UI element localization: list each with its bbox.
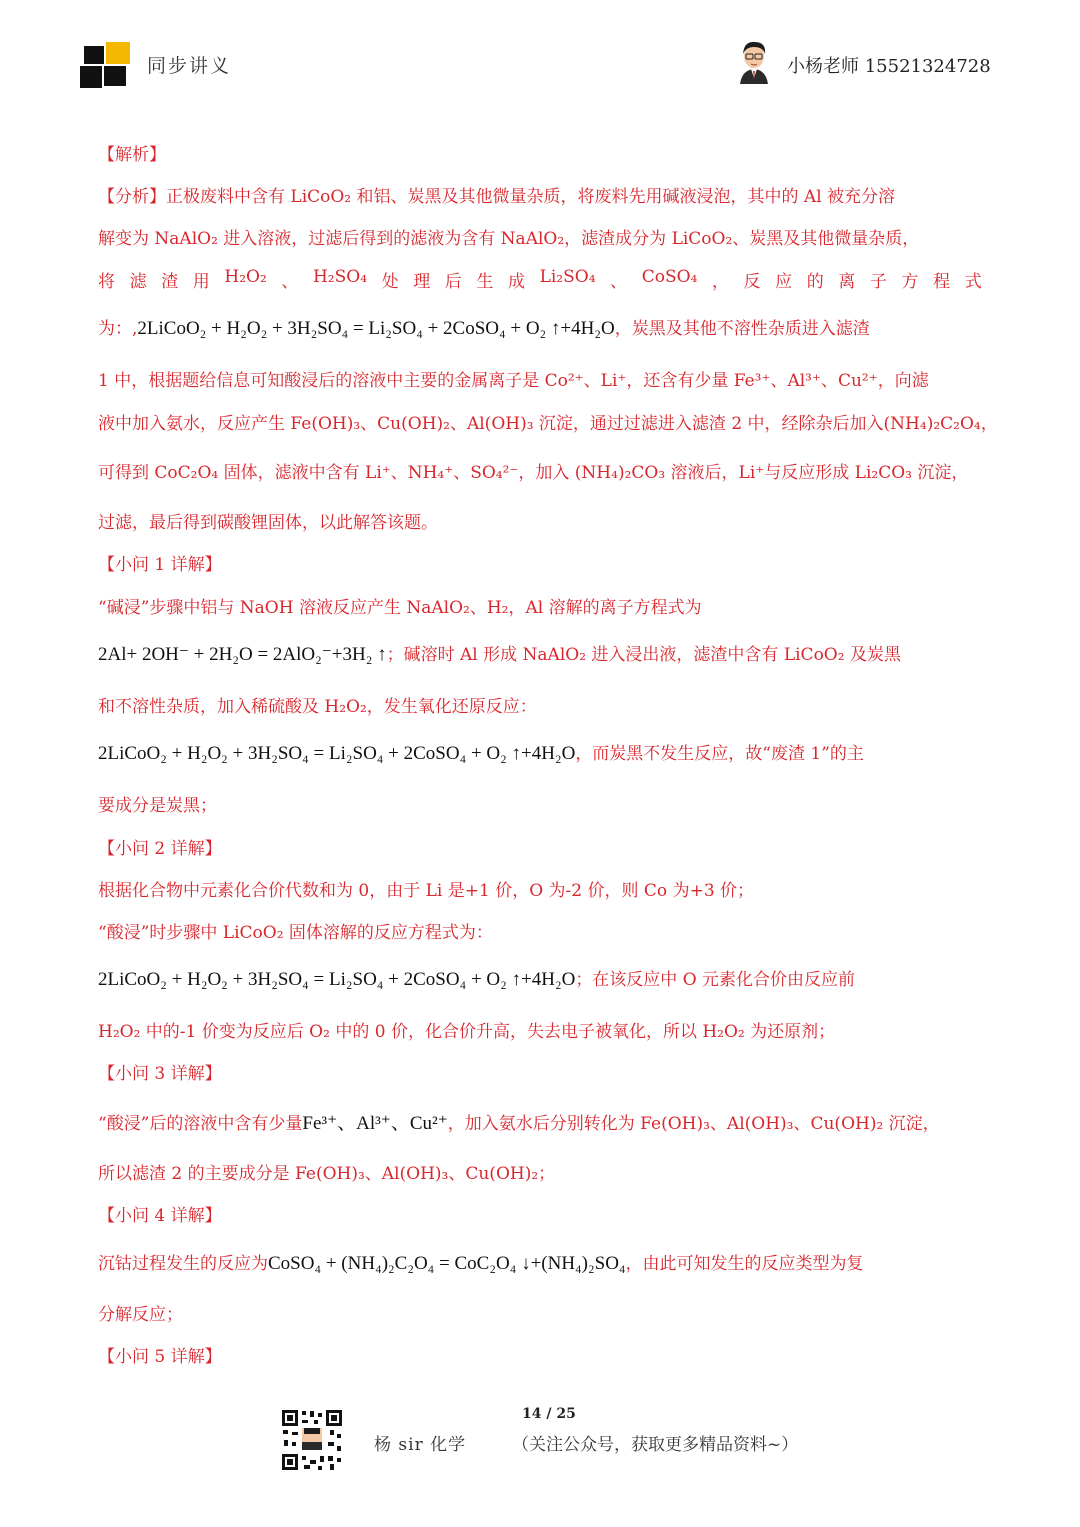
analysis-line-1: 【分析】正极废料中含有 LiCoO₂ 和铝、炭黑及其他微量杂质，将废料先用碱液浸泡，其中的 Al 被充分溶 <box>98 187 896 207</box>
q1-line-4: 2LiCoO₂ + H₂O₂ + 3H₂SO₄ = Li₂SO₄ + 2CoSO₄ + O₂ ↑+4H₂O，而炭黑不发生反应，故“废渣 1”的主 <box>98 743 864 764</box>
qr-code-icon <box>280 1408 344 1472</box>
ion-list: Fe³⁺、Al³⁺、Cu²⁺ <box>302 1113 448 1134</box>
analysis-line-2: 解变为 NaAlO₂ 进入溶液，过滤后得到的滤液为含有 NaAlO₂，滤渣成分为 LiCoO₂、炭黑及其他微量杂质， <box>98 229 920 249</box>
q2-line-3: 2LiCoO₂ + H₂O₂ + 3H₂SO₄ = Li₂SO₄ + 2CoSO₄ + O₂ ↑+4H₂O；在该反应中 O 元素化合价由反应前 <box>98 969 856 990</box>
analysis-line-3: 将 滤 渣 用 H₂O₂ 、 H₂SO₄ 处 理 后 生 成 Li₂SO₄ 、 CoSO₄ ， 反 应 的 离 子 方 程 式 <box>98 267 982 292</box>
page-footer <box>0 1400 1080 1500</box>
brand-name: 杨 sir 化学 <box>374 1435 467 1455</box>
q5-heading: 【小问 5 详解】 <box>98 1347 222 1367</box>
teacher-contact: 小杨老师 15521324728 <box>787 56 991 77</box>
q4-line-2: 分解反应； <box>98 1305 183 1325</box>
analysis-line-7: 可得到 CoC₂O₄ 固体，滤液中含有 Li⁺、NH₄⁺、SO₄²⁻，加入 (NH₄)₂CO₃ 溶液后，Li⁺与反应形成 Li₂CO₃ 沉淀， <box>98 463 969 483</box>
logo-icon <box>80 42 134 90</box>
page-number: 14 / 25 <box>522 1406 576 1422</box>
q3-heading: 【小问 3 详解】 <box>98 1064 222 1084</box>
teacher-avatar-icon <box>736 38 772 84</box>
section-label: 【分析】 <box>98 187 166 207</box>
q2-line-1: 根据化合物中元素化合价代数和为 0，由于 Li 是+1 价，O 为-2 价，则 Co 为+3 价； <box>98 881 755 901</box>
reaction-equation: 2LiCoO₂ + H₂O₂ + 3H₂SO₄ = Li₂SO₄ + 2CoSO₄ + O₂ ↑+4H₂O <box>98 743 576 764</box>
q1-line-3: 和不溶性杂质，加入稀硫酸及 H₂O₂，发生氧化还原反应： <box>98 697 537 717</box>
footer-slogan: （关注公众号，获取更多精品资料~） <box>512 1435 799 1455</box>
reaction-equation: 2LiCoO₂ + H₂O₂ + 3H₂SO₄ = Li₂SO₄ + 2CoSO₄ + O₂ ↑+4H₂O <box>137 318 615 339</box>
page-header <box>0 38 1080 98</box>
analysis-line-4: 为：,2LiCoO₂ + H₂O₂ + 3H₂SO₄ = Li₂SO₄ + 2CoSO₄ + O₂ ↑+4H₂O，炭黑及其他不溶性杂质进入滤渣 <box>98 318 870 339</box>
q2-heading: 【小问 2 详解】 <box>98 839 222 859</box>
analysis-line-8: 过滤，最后得到碳酸锂固体，以此解答该题。 <box>98 513 438 533</box>
q1-line-2: 2Al+ 2OH⁻ + 2H₂O = 2AlO₂⁻+3H₂ ↑；碱溶时 Al 形成 NaAlO₂ 进入浸出液，滤渣中含有 LiCoO₂ 及炭黑 <box>98 644 901 665</box>
reaction-equation: 2LiCoO₂ + H₂O₂ + 3H₂SO₄ = Li₂SO₄ + 2CoSO₄ + O₂ ↑+4H₂O <box>98 969 576 990</box>
analysis-line-6: 液中加入氨水，反应产生 Fe(OH)₃、Cu(OH)₂、Al(OH)₃ 沉淀，通过过滤进入滤渣 2 中，经除杂后加入(NH₄)₂C₂O₄， <box>98 414 998 434</box>
q2-line-4: H₂O₂ 中的-1 价变为反应后 O₂ 中的 0 价，化合价升高，失去电子被氧化，所以 H₂O₂ 为还原剂； <box>98 1022 836 1042</box>
header-title: 同步讲义 <box>147 55 232 77</box>
q4-heading: 【小问 4 详解】 <box>98 1206 222 1226</box>
reaction-equation: CoSO₄ + (NH₄)₂C₂O₄ = CoC₂O₄ ↓+(NH₄)₂SO₄ <box>268 1253 626 1274</box>
q2-line-2: “酸浸”时步骤中 LiCoO₂ 固体溶解的反应方程式为： <box>98 923 493 943</box>
q1-heading: 【小问 1 详解】 <box>98 555 222 575</box>
q3-line-1: “酸浸”后的溶液中含有少量Fe³⁺、Al³⁺、Cu²⁺，加入氨水后分别转化为 Fe(OH)₃、Al(OH)₃、Cu(OH)₂ 沉淀， <box>98 1113 940 1134</box>
q1-line-1: “碱浸”步骤中铝与 NaOH 溶液反应产生 NaAlO₂、H₂，Al 溶解的离子方程式为 <box>98 598 702 618</box>
ionic-equation: 2Al+ 2OH⁻ + 2H₂O = 2AlO₂⁻+3H₂ ↑ <box>98 644 387 665</box>
analysis-line-5: 1 中，根据题给信息可知酸浸后的溶液中主要的金属离子是 Co²⁺、Li⁺，还含有少量 Fe³⁺、Al³⁺、Cu²⁺，向滤 <box>98 371 929 391</box>
q4-line-1: 沉钴过程发生的反应为CoSO₄ + (NH₄)₂C₂O₄ = CoC₂O₄ ↓+(NH₄)₂SO₄，由此可知发生的反应类型为复 <box>98 1253 864 1274</box>
q1-line-5: 要成分是炭黑； <box>98 796 217 816</box>
q3-line-2: 所以滤渣 2 的主要成分是 Fe(OH)₃、Al(OH)₃、Cu(OH)₂； <box>98 1164 556 1184</box>
analysis-heading: 【解析】 <box>98 145 166 165</box>
